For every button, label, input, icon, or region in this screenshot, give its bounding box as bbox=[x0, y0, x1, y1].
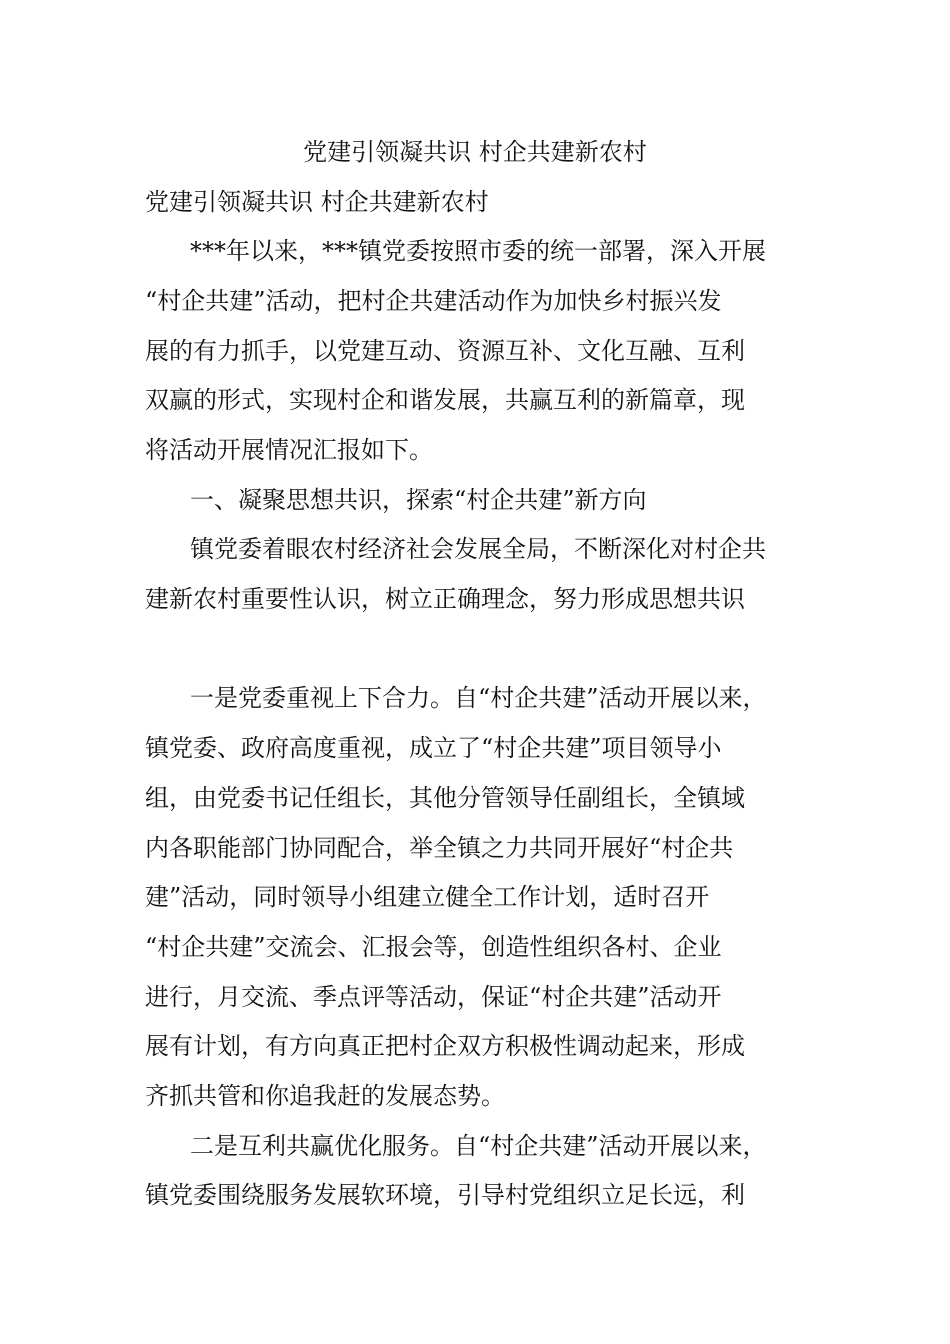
subtitle-line: 党建引领凝共识 村企共建新农村 bbox=[145, 188, 489, 216]
paragraph-line: 展有计划，有方向真正把村企双方积极性调动起来，形成 bbox=[145, 1032, 745, 1060]
paragraph-line: 建新农村重要性认识，树立正确理念，努力形成思想共识 bbox=[145, 585, 745, 613]
paragraph-line: 镇党委着眼农村经济社会发展全局，不断深化对村企共 bbox=[190, 535, 766, 563]
paragraph-line: 将活动开展情况汇报如下。 bbox=[145, 436, 433, 464]
paragraph-line: “村企共建”交流会、汇报会等，创造性组织各村、企业 bbox=[145, 933, 722, 961]
paragraph-line: 齐抓共管和你追我赶的发展态势。 bbox=[145, 1082, 505, 1110]
document-title: 党建引领凝共识 村企共建新农村 bbox=[303, 138, 647, 166]
section-heading: 一、凝聚思想共识，探索“村企共建”新方向 bbox=[190, 486, 647, 514]
paragraph-line: 内各职能部门协同配合，举全镇之力共同开展好“村企共 bbox=[145, 834, 734, 862]
paragraph-line: 镇党委、政府高度重视，成立了“村企共建”项目领导小 bbox=[145, 734, 722, 762]
paragraph-line: ***年以来，***镇党委按照市委的统一部署，深入开展 bbox=[190, 237, 766, 265]
paragraph-line: 双赢的形式，实现村企和谐发展，共赢互利的新篇章，现 bbox=[145, 386, 745, 414]
paragraph-line: “村企共建”活动，把村企共建活动作为加快乡村振兴发 bbox=[145, 287, 722, 315]
paragraph-line: 建”活动，同时领导小组建立健全工作计划，适时召开 bbox=[145, 883, 710, 911]
paragraph-line: 二是互利共赢优化服务。自“村企共建”活动开展以来， bbox=[190, 1132, 767, 1160]
paragraph-line: 进行，月交流、季点评等活动，保证“村企共建”活动开 bbox=[145, 983, 722, 1011]
paragraph-line: 组，由党委书记任组长，其他分管领导任副组长，全镇域 bbox=[145, 784, 745, 812]
paragraph-line: 一是党委重视上下合力。自“村企共建”活动开展以来， bbox=[190, 684, 767, 712]
paragraph-line: 镇党委围绕服务发展软环境，引导村党组织立足长远，利 bbox=[145, 1181, 745, 1209]
paragraph-line: 展的有力抓手，以党建互动、资源互补、文化互融、互利 bbox=[145, 337, 745, 365]
